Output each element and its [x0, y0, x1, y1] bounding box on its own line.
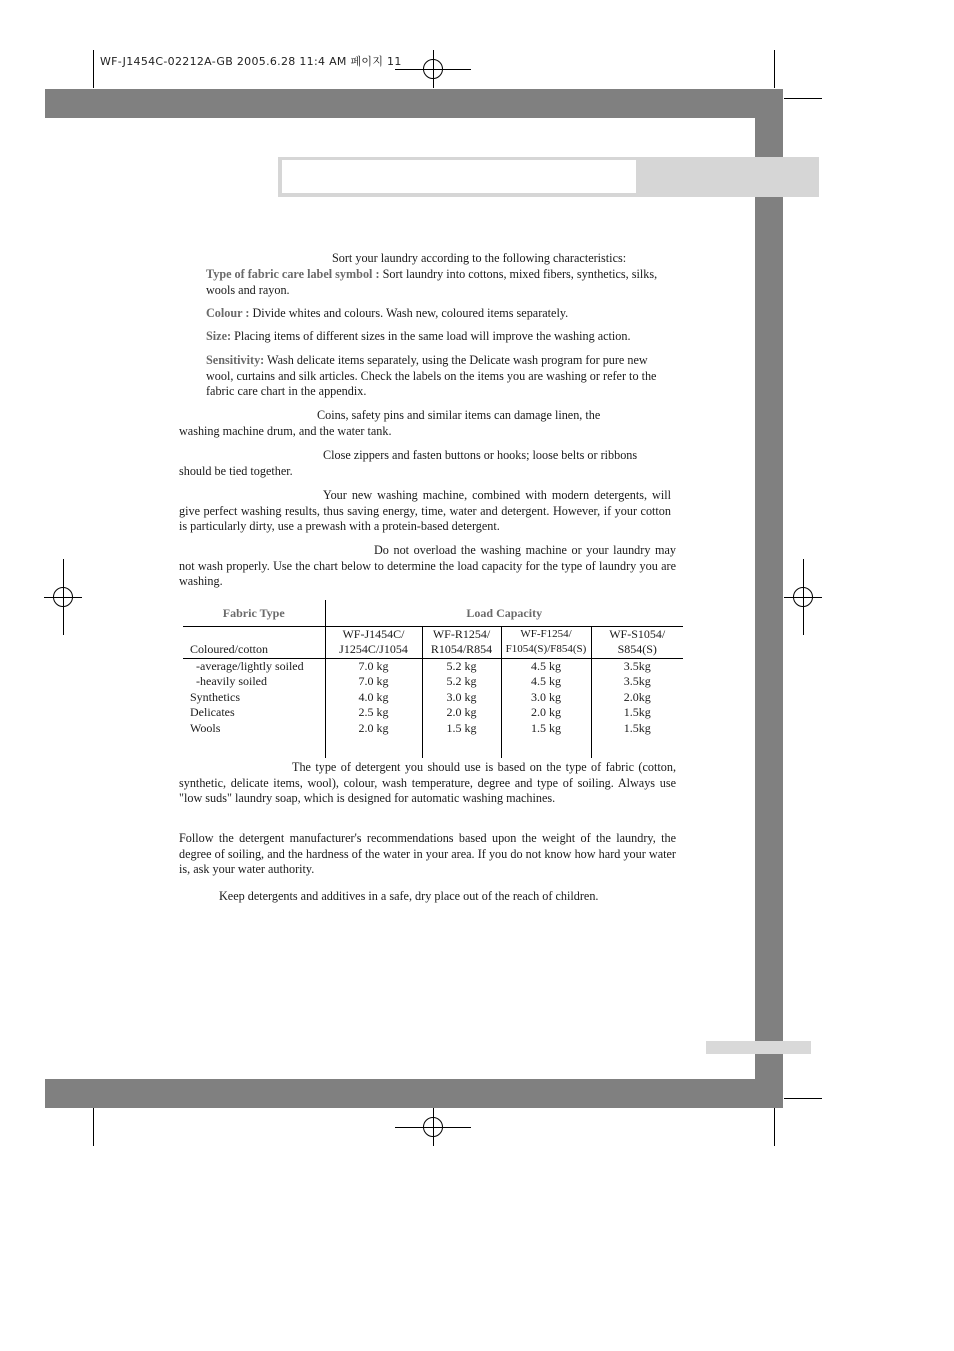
- registration-line: [395, 1127, 471, 1128]
- item-size: [206, 329, 676, 345]
- top-band: [45, 89, 783, 118]
- capacity-cell: 1.5kg: [623, 720, 651, 735]
- item-label: Sensitivity:: [206, 353, 265, 367]
- load-capacity-table: [183, 600, 683, 758]
- page-number-tab: [706, 1041, 811, 1054]
- capacity-cell: 3.0 kg: [422, 690, 501, 706]
- bottom-band: [45, 1079, 783, 1108]
- capacity-cell: 1.5 kg: [422, 721, 501, 737]
- item-fabric-care: [206, 267, 670, 298]
- header-load-capacity: Load Capacity: [466, 606, 543, 620]
- fabric-cell: Delicates: [183, 705, 325, 721]
- fasteners-paragraph: Close zippers and fasten buttons or hooks; loose belts or ribbons should be tied together.: [179, 448, 638, 478]
- table-row: [183, 658, 683, 674]
- capacity-cell: 4.5 kg: [501, 674, 591, 690]
- capacity-cell: 3.5kg: [623, 674, 651, 688]
- capacity-cell: 2.0 kg: [501, 705, 591, 721]
- capacity-cell: 2.0 kg: [325, 721, 422, 737]
- item-label: Type of fabric care label symbol :: [206, 267, 380, 281]
- model-header: WF-R1254/ R1054/R854: [422, 626, 501, 658]
- registration-line: [803, 559, 804, 635]
- capacity-cell: 4.0 kg: [325, 690, 422, 706]
- fabric-cell: -average/lightly soiled: [183, 658, 325, 674]
- model-header: WF-F1254/ F1054(S)/F854(S): [501, 626, 591, 658]
- prewash-paragraph: Your new washing machine, combined with modern detergents, will give perfect washing results, thus saving energy, time, water and detergent. However, if your cotton is particularly dirty, use a prewash with a protein-based detergent.: [179, 488, 671, 534]
- capacity-cell: 3.5kg: [623, 658, 651, 673]
- fabric-cell: Wools: [183, 721, 325, 737]
- capacity-cell: 3.0 kg: [501, 690, 591, 706]
- crop-mark: [93, 1108, 94, 1146]
- item-text: Sort laundry into cottons, mixed fibers, synthetics, silks, wools and rayon.: [206, 267, 658, 297]
- crop-mark: [774, 50, 775, 88]
- item-text: Divide whites and colours. Wash new, coloured items separately.: [249, 306, 569, 320]
- fabric-cell: Coloured/cotton: [183, 626, 325, 658]
- load-paragraph: Do not overload the washing machine or your laundry may not wash properly. Use the chart below to determine the load capacity for the type of laundry you are washing.: [179, 543, 676, 589]
- table-row: [183, 674, 683, 690]
- fabric-cell: Synthetics: [183, 690, 325, 706]
- model-header: WF-S1054/ S854(S): [591, 626, 683, 658]
- safety-note: Keep detergents and additives in a safe, dry place out of the reach of children.: [219, 889, 599, 903]
- table-row: [183, 690, 683, 706]
- side-band: [755, 89, 783, 1108]
- model-header: WF-J1454C/ J1254C/J1054: [325, 626, 422, 658]
- capacity-cell: 5.2 kg: [422, 674, 501, 690]
- detergent-paragraph-2: Follow the detergent manufacturer's recommendations based upon the weight of the laundry, the degree of soiling, and the hardness of the water in your area. If you do not know how hard your water is, ask your water authority.: [179, 831, 676, 877]
- capacity-cell: 7.0 kg: [325, 674, 422, 690]
- capacity-cell: 2.0kg: [623, 689, 651, 704]
- registration-line: [63, 559, 64, 635]
- capacity-cell: 2.5 kg: [325, 705, 422, 721]
- capacity-cell: 4.5 kg: [501, 658, 591, 674]
- registration-line: [395, 69, 471, 70]
- table-row: [183, 721, 683, 737]
- item-sensitivity: [206, 353, 670, 400]
- capacity-cell: 7.0 kg: [325, 658, 422, 674]
- item-label: Size:: [206, 329, 232, 343]
- capacity-cell: 1.5kg: [623, 705, 651, 719]
- crop-mark: [93, 50, 94, 88]
- item-colour: [206, 306, 676, 322]
- crop-mark: [784, 1098, 822, 1099]
- sort-intro: Sort your laundry according to the following characteristics:: [332, 251, 627, 265]
- capacity-cell: 5.2 kg: [422, 658, 501, 674]
- header-fabric-type: Fabric Type: [183, 600, 325, 626]
- table-row: [183, 705, 683, 721]
- item-label: Colour :: [206, 306, 250, 320]
- capacity-cell: 1.5 kg: [501, 721, 591, 737]
- item-text: Placing items of different sizes in the same load will improve the washing action.: [231, 329, 631, 343]
- detergent-paragraph-1: The type of detergent you should use is based on the type of fabric (cotton, synthetic, delicate items, wool), colour, wash temperature, degree and type of soiling. Always use "low suds" laundry soap, which is designed for automatic washing machines.: [179, 760, 676, 806]
- crop-mark: [774, 1108, 775, 1146]
- title-box: [282, 160, 636, 193]
- item-text: Wash delicate items separately, using the Delicate wash program for pure new wool, curtains and silk articles. Check the labels on the items you are washing or refer to the fabric care chart in the appendix.: [206, 353, 657, 399]
- capacity-cell: 2.0 kg: [422, 705, 501, 721]
- crop-mark: [784, 98, 822, 99]
- pockets-paragraph: Coins, safety pins and similar items can damage linen, the washing machine drum, and the water tank.: [179, 408, 601, 438]
- fabric-cell: -heavily soiled: [183, 674, 325, 690]
- printer-slug: WF-J1454C-02212A-GB 2005.6.28 11:4 AM 페이지 11: [100, 55, 402, 68]
